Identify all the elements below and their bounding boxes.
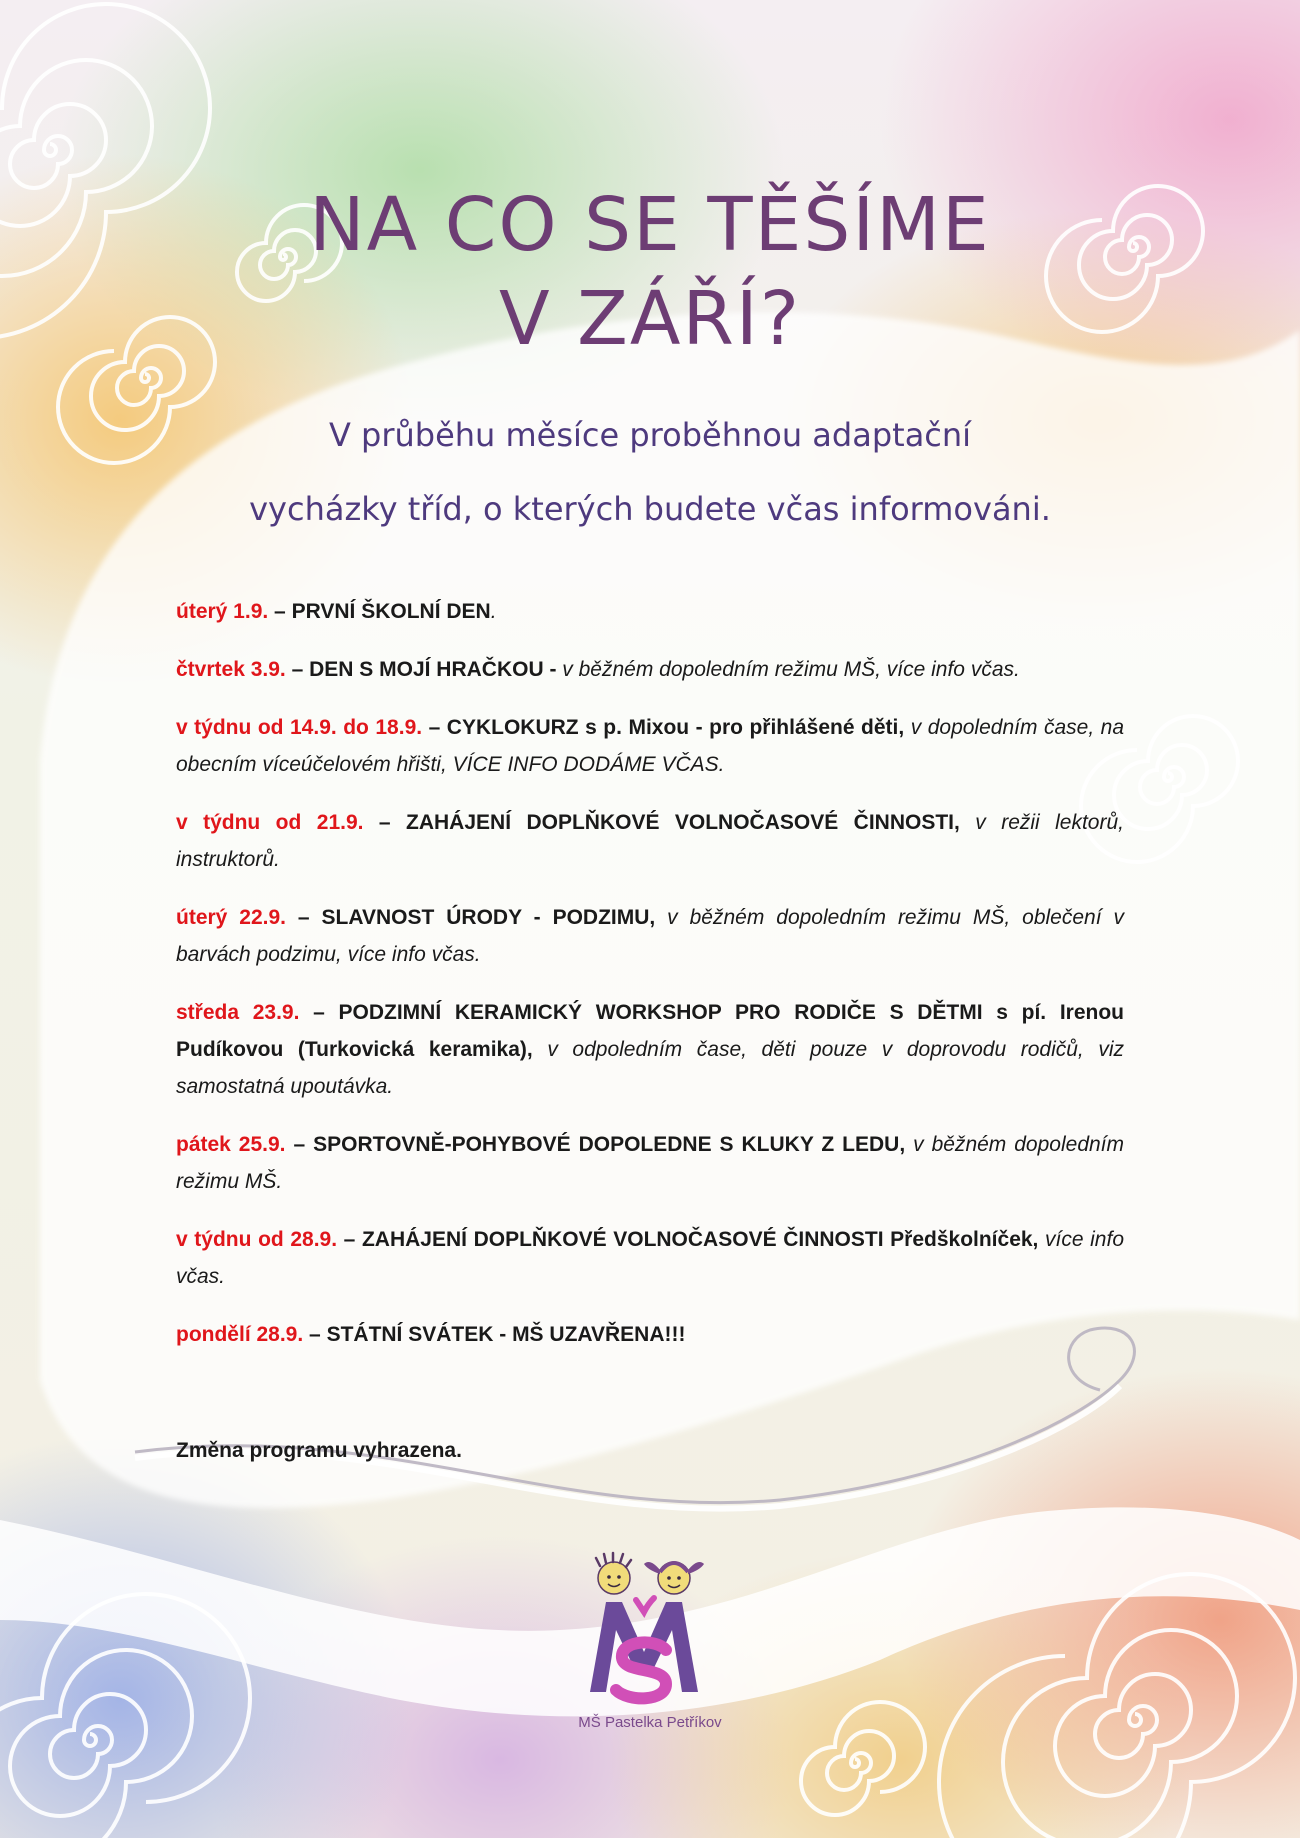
logo-caption: MŠ Pastelka Petříkov bbox=[578, 1714, 722, 1731]
event-date: úterý 22.9. bbox=[176, 906, 286, 929]
event-name: ZAHÁJENÍ DOPLŇKOVÉ VOLNOČASOVÉ ČINNOSTI Předškolníček, bbox=[361, 1228, 1039, 1251]
event-name: CYKLOKURZ s p. Mixou - pro přihlášené děti, bbox=[446, 716, 905, 739]
spiral-bottom-center bbox=[801, 1702, 925, 1815]
event-date: středa 23.9. bbox=[176, 1001, 300, 1024]
event-separator: – bbox=[285, 1133, 314, 1156]
school-logo bbox=[570, 1542, 730, 1722]
program-change-note: Změna programu vyhrazena. bbox=[176, 1439, 462, 1462]
event-separator: – bbox=[286, 906, 322, 929]
event-name: PRVNÍ ŠKOLNÍ DEN bbox=[291, 600, 491, 623]
event-separator: – bbox=[422, 716, 447, 739]
event-name: DEN S MOJÍ HRAČKOU - bbox=[309, 658, 563, 681]
event-name: PODZIMNÍ KERAMICKÝ WORKSHOP PRO RODIČE S DĚTMI s pí. Irenou Pudíkovou (Turkovická keramika), bbox=[176, 1001, 1124, 1061]
event-item bbox=[176, 1221, 1124, 1295]
intro-line-2: vycházky tříd, o kterých budete včas informováni. bbox=[249, 490, 1051, 528]
title-line-2: V ZÁŘÍ? bbox=[499, 275, 801, 362]
event-item bbox=[176, 1316, 1124, 1353]
event-separator: – bbox=[299, 1001, 339, 1024]
event-note: v běžném dopoledním režimu MŠ. bbox=[176, 1133, 1125, 1193]
event-date: čtvrtek 3.9. bbox=[176, 658, 286, 681]
event-separator: – bbox=[303, 1323, 327, 1346]
event-separator: – bbox=[337, 1228, 362, 1251]
event-item bbox=[176, 651, 1124, 688]
event-note: více info včas. bbox=[176, 1228, 1124, 1288]
intro-line-1: V průběhu měsíce proběhnou adaptační bbox=[328, 416, 972, 454]
event-note: v běžném dopoledním režimu MŠ, více info včas. bbox=[562, 658, 1020, 681]
event-name: SPORTOVNĚ-POHYBOVÉ DOPOLEDNE S KLUKY Z LEDU, bbox=[313, 1133, 906, 1156]
event-note: v běžném dopoledním režimu MŠ, oblečení v barvách podzimu, více info včas. bbox=[176, 906, 1124, 966]
event-separator: – bbox=[363, 811, 407, 834]
event-date: v týdnu od 14.9. do 18.9. bbox=[176, 716, 423, 739]
event-name: SLAVNOST ÚRODY - PODZIMU, bbox=[321, 906, 656, 929]
event-item bbox=[176, 899, 1124, 973]
event-note: . bbox=[490, 600, 497, 623]
event-date: v týdnu od 28.9. bbox=[176, 1228, 338, 1251]
event-note: v dopoledním čase, na obecním víceúčelovém hřišti, VÍCE INFO DODÁME VČAS. bbox=[176, 716, 1125, 776]
event-name: STÁTNÍ SVÁTEK - MŠ UZAVŘENA!!! bbox=[326, 1323, 686, 1346]
event-list bbox=[176, 593, 1124, 1374]
event-separator: – bbox=[285, 658, 310, 681]
event-note: v odpoledním čase, děti pouze v doprovodu rodičů, viz samostatná upoutávka. bbox=[176, 1038, 1124, 1098]
event-separator: – bbox=[268, 600, 292, 623]
event-note: v režii lektorů, instruktorů. bbox=[176, 811, 1124, 871]
event-name: ZAHÁJENÍ DOPLŇKOVÉ VOLNOČASOVÉ ČINNOSTI, bbox=[406, 811, 960, 834]
event-date: úterý 1.9. bbox=[176, 600, 269, 623]
event-item bbox=[176, 804, 1124, 878]
event-date: v týdnu od 21.9. bbox=[176, 811, 364, 834]
intro-text bbox=[0, 398, 1300, 546]
event-item bbox=[176, 709, 1124, 783]
event-item bbox=[176, 1126, 1124, 1200]
event-date: pátek 25.9. bbox=[176, 1133, 286, 1156]
title-line-1: NA CO SE TĚŠÍME bbox=[309, 181, 991, 268]
event-date: pondělí 28.9. bbox=[176, 1323, 304, 1346]
event-item bbox=[176, 994, 1124, 1105]
heart-icon bbox=[636, 1598, 654, 1612]
event-item bbox=[176, 593, 1124, 630]
page-title bbox=[0, 178, 1300, 366]
